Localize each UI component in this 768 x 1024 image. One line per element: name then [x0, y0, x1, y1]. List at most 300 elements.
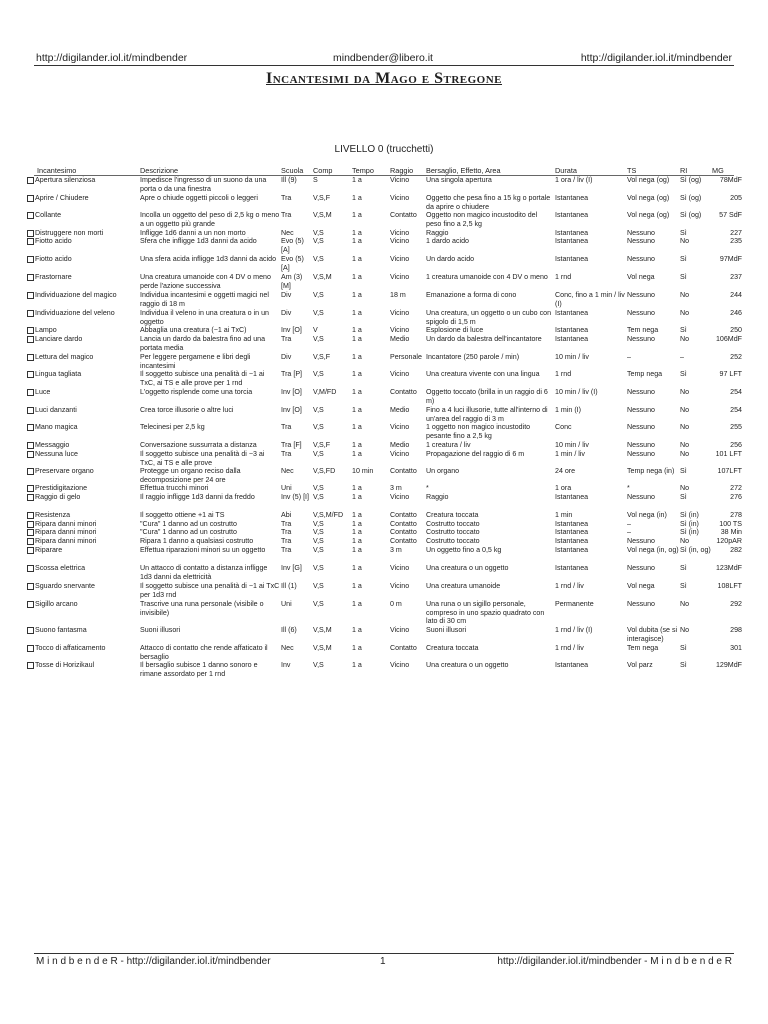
- cell-duration: Istantanea: [555, 326, 589, 334]
- cell-sr: No: [680, 537, 690, 545]
- cell-duration: 10 min / liv: [555, 441, 589, 449]
- cell-components: V,S: [313, 450, 324, 458]
- cell-sr: Sì: [680, 661, 687, 669]
- cell-time: 10 min: [352, 467, 374, 475]
- cell-description: Il soggetto subisce una penalità di −3 ai TxC, ai TS e alle prove: [140, 450, 265, 467]
- cell-duration: 10 min / liv: [555, 353, 589, 361]
- page-title: Incantesimi da Mago e Stregone: [265, 70, 503, 87]
- cell-description: Impedisce l'ingresso di un suono da una porta o da una finestra: [140, 176, 267, 193]
- cell-school: Inv [O]: [281, 406, 302, 414]
- cell-duration: Permanente: [555, 600, 594, 608]
- cell-target: Emanazione a forma di cono: [426, 291, 517, 299]
- cell-school: Tra: [281, 528, 292, 536]
- cell-components: V,S,FD: [313, 467, 336, 475]
- column-header-components: Comp: [313, 166, 333, 175]
- cell-components: V,M/FD: [313, 388, 337, 396]
- cell-sr: No: [680, 335, 690, 343]
- cell-components: V,S: [313, 335, 324, 343]
- cell-save: Nessuno: [627, 600, 655, 608]
- cell-sr: Sì (in): [680, 511, 699, 519]
- cell-duration: 1 min (I): [555, 406, 582, 414]
- page-number: 1: [380, 956, 386, 967]
- cell-target: 1 dardo acido: [426, 237, 469, 245]
- cell-duration: 1 rnd / liv (I): [555, 626, 593, 634]
- cell-time: 1 a: [352, 626, 362, 634]
- cell-duration: 1 min / liv: [555, 450, 585, 458]
- cell-source: 106MdF: [715, 335, 742, 343]
- cell-components: V,S: [313, 600, 324, 608]
- cell-target: Costrutto toccato: [426, 528, 480, 536]
- cell-range: Vicino: [390, 309, 410, 317]
- row-checkbox[interactable]: [27, 327, 34, 334]
- cell-school: Tra: [281, 546, 292, 554]
- cell-description: Sfera che infligge 1d3 danni da acido: [140, 237, 257, 245]
- cell-duration: Istantanea: [555, 211, 589, 219]
- cell-time: 1 a: [352, 229, 362, 237]
- row-checkbox[interactable]: [27, 256, 34, 263]
- cell-duration: 1 rnd: [555, 273, 572, 281]
- row-checkbox[interactable]: [27, 212, 34, 219]
- cell-time: 1 a: [352, 326, 362, 334]
- cell-range: Contatto: [390, 520, 417, 528]
- cell-time: 1 a: [352, 537, 362, 545]
- cell-save: Vol nega (og): [627, 176, 670, 184]
- row-checkbox[interactable]: [27, 442, 34, 449]
- cell-source: 250: [730, 326, 742, 334]
- cell-save: Nessuno: [627, 388, 655, 396]
- cell-components: V,S,M: [313, 273, 332, 281]
- cell-components: V,S: [313, 255, 324, 263]
- cell-range: Vicino: [390, 493, 410, 501]
- cell-source: 97MdF: [719, 255, 742, 263]
- cell-description: Il soggetto ottiene +1 ai TS: [140, 511, 225, 519]
- cell-save: Nessuno: [627, 406, 655, 414]
- cell-description: Una sfera acida infligge 1d3 danni da acido: [140, 255, 277, 263]
- cell-target: Costrutto toccato: [426, 537, 480, 545]
- cell-save: Tem nega: [627, 644, 659, 652]
- cell-time: 1 a: [352, 211, 362, 219]
- footer-left-text: M i n d b e n d e R - http://digilander.iol.it/mindbender: [36, 956, 271, 967]
- cell-sr: Sì: [680, 582, 687, 590]
- cell-name: Nessuna luce: [35, 450, 78, 458]
- row-checkbox[interactable]: [27, 538, 34, 545]
- cell-save: Nessuno: [627, 450, 655, 458]
- cell-duration: 1 rnd / liv: [555, 582, 584, 590]
- cell-name: Individuazione del veleno: [35, 309, 115, 317]
- cell-duration: 10 min / liv (I): [555, 388, 598, 396]
- cell-name: Lingua tagliata: [35, 370, 82, 378]
- level-heading: LIVELLO 0 (trucchetti): [334, 144, 434, 155]
- cell-save: *: [627, 484, 630, 492]
- cell-save: Nessuno: [627, 564, 655, 572]
- cell-time: 1 a: [352, 450, 362, 458]
- header-right-link[interactable]: http://digilander.iol.it/mindbender: [580, 52, 732, 64]
- cell-description: Abbaglia una creatura (−1 ai TxC): [140, 326, 247, 334]
- cell-components: V,S: [313, 423, 324, 431]
- column-header-description: Descrizione: [140, 166, 179, 175]
- cell-range: Contatto: [390, 388, 417, 396]
- cell-duration: Istantanea: [555, 537, 589, 545]
- cell-target: Oggetto toccato (brilla in un raggio di 6 m): [426, 388, 548, 405]
- cell-target: Propagazione del raggio di 6 m: [426, 450, 525, 458]
- cell-school: Div: [281, 309, 292, 317]
- cell-duration: Istantanea: [555, 520, 589, 528]
- cell-school: Inv [G]: [281, 564, 302, 572]
- cell-components: V,S,F: [313, 194, 331, 202]
- cell-range: Contatto: [390, 537, 417, 545]
- cell-source: 254: [730, 406, 742, 414]
- cell-save: Temp nega: [627, 370, 663, 378]
- cell-sr: No: [680, 484, 690, 492]
- column-header-sr: RI: [680, 166, 688, 175]
- cell-save: –: [627, 353, 631, 361]
- cell-range: Personale: [390, 353, 422, 361]
- cell-time: 1 a: [352, 406, 362, 414]
- cell-description: Il bersaglio subisce 1 danno sonoro e rimane assordato per 1 rnd: [140, 661, 258, 678]
- cell-duration: 1 min: [555, 511, 573, 519]
- cell-name: Tosse di Horizikaul: [35, 661, 95, 669]
- row-checkbox[interactable]: [27, 354, 34, 361]
- cell-sr: Sì: [680, 273, 687, 281]
- cell-save: Vol nega: [627, 582, 655, 590]
- cell-name: Apertura silenziosa: [35, 176, 96, 184]
- row-checkbox[interactable]: [27, 512, 34, 519]
- cell-range: 18 m: [390, 291, 406, 299]
- cell-components: V,S: [313, 582, 324, 590]
- cell-name: Lanciare dardo: [35, 335, 83, 343]
- cell-save: Nessuno: [627, 493, 655, 501]
- cell-save: Vol dubita (se si interagisce): [627, 626, 678, 643]
- row-checkbox[interactable]: [27, 195, 34, 202]
- cell-description: Effettua trucchi minori: [140, 484, 209, 492]
- cell-time: 1 a: [352, 520, 362, 528]
- cell-components: V,S,M: [313, 626, 332, 634]
- column-header-range: Raggio: [390, 166, 414, 175]
- cell-target: Una creatura vivente con una lingua: [426, 370, 540, 378]
- cell-duration: Istantanea: [555, 528, 589, 536]
- cell-target: *: [426, 484, 429, 492]
- cell-save: Temp nega (in): [627, 467, 675, 475]
- cell-duration: Istantanea: [555, 255, 589, 263]
- cell-duration: Istantanea: [555, 309, 589, 317]
- cell-save: Tem nega: [627, 326, 659, 334]
- row-checkbox[interactable]: [27, 238, 34, 245]
- cell-description: Ripara 1 danno a qualsiasi costrutto: [140, 537, 254, 545]
- cell-description: Attacco di contatto che rende affaticato il bersaglio: [140, 644, 268, 661]
- cell-save: Nessuno: [627, 537, 655, 545]
- cell-duration: Istantanea: [555, 546, 589, 554]
- cell-school: Div: [281, 291, 292, 299]
- cell-school: Nec: [281, 229, 294, 237]
- cell-description: Lancia un dardo da balestra fino ad una portata media: [140, 335, 266, 352]
- cell-range: Contatto: [390, 511, 417, 519]
- cell-school: Tra [F]: [281, 441, 302, 449]
- row-checkbox[interactable]: [27, 177, 34, 184]
- row-checkbox[interactable]: [27, 468, 34, 475]
- cell-school: Evo (5) [A]: [281, 237, 304, 254]
- row-checkbox[interactable]: [27, 310, 34, 317]
- row-checkbox[interactable]: [27, 292, 34, 299]
- cell-name: Raggio di gelo: [35, 493, 81, 501]
- cell-source: 255: [730, 423, 742, 431]
- cell-description: Protegge un organo reciso dalla decomposizione per 24 ore: [140, 467, 241, 484]
- cell-sr: Sì: [680, 255, 687, 263]
- cell-duration: Conc: [555, 423, 572, 431]
- cell-range: Medio: [390, 335, 410, 343]
- cell-range: Vicino: [390, 229, 410, 237]
- cell-components: V,S: [313, 237, 324, 245]
- cell-target: 1 oggetto non magico incustodito pesante fino a 2,5 kg: [426, 423, 531, 440]
- row-checkbox[interactable]: [27, 601, 34, 608]
- cell-target: Fino a 4 luci illusorie, tutte all'interno di un'area del raggio di 3 m: [426, 406, 548, 423]
- cell-sr: Sì: [680, 493, 687, 501]
- cell-save: Nessuno: [627, 309, 655, 317]
- cell-components: V,S,F: [313, 353, 331, 361]
- cell-sr: Sì: [680, 467, 687, 475]
- cell-name: Riparare: [35, 546, 63, 554]
- row-checkbox[interactable]: [27, 547, 34, 554]
- cell-school: Am (3) [M]: [281, 273, 303, 290]
- cell-time: 1 a: [352, 423, 362, 431]
- cell-duration: Conc, fino a 1 min / liv (I): [555, 291, 625, 308]
- cell-range: Vicino: [390, 176, 410, 184]
- cell-source: 108LFT: [717, 582, 742, 590]
- cell-name: Ripara danni minori: [35, 537, 97, 545]
- cell-school: Tra [P]: [281, 370, 303, 378]
- cell-components: V,S: [313, 564, 324, 572]
- row-checkbox[interactable]: [27, 424, 34, 431]
- cell-description: L'oggetto risplende come una torcia: [140, 388, 253, 396]
- row-checkbox[interactable]: [27, 336, 34, 343]
- cell-range: Vicino: [390, 194, 410, 202]
- cell-time: 1 a: [352, 194, 362, 202]
- cell-school: Tra: [281, 194, 292, 202]
- cell-sr: No: [680, 309, 690, 317]
- cell-description: "Cura" 1 danno ad un costrutto: [140, 520, 237, 528]
- cell-components: V,S: [313, 537, 324, 545]
- cell-time: 1 a: [352, 564, 362, 572]
- cell-name: Messaggio: [35, 441, 70, 449]
- cell-source: 205: [730, 194, 742, 202]
- cell-save: Nessuno: [627, 255, 655, 263]
- cell-range: Medio: [390, 406, 410, 414]
- cell-target: Un dardo da balestra dell'incantatore: [426, 335, 542, 343]
- column-header-name: Incantesimo: [37, 166, 77, 175]
- cell-duration: Istantanea: [555, 229, 589, 237]
- header-left-link[interactable]: http://digilander.iol.it/mindbender: [36, 52, 188, 64]
- cell-components: V,S: [313, 546, 324, 554]
- cell-description: Conversazione sussurrata a distanza: [140, 441, 257, 449]
- cell-sr: No: [680, 423, 690, 431]
- cell-school: Ill (9): [281, 176, 297, 184]
- column-header-source: MG: [712, 166, 724, 175]
- row-checkbox[interactable]: [27, 485, 34, 492]
- cell-duration: Istantanea: [555, 194, 589, 202]
- cell-components: V,S: [313, 661, 324, 669]
- cell-target: Oggetto che pesa fino a 15 kg o portale da aprire o chiudere: [426, 194, 551, 211]
- cell-range: Vicino: [390, 326, 410, 334]
- cell-name: Tocco di affaticamento: [35, 644, 106, 652]
- cell-description: Suoni illusori: [140, 626, 181, 634]
- cell-source: 237: [730, 273, 742, 281]
- cell-sr: No: [680, 388, 690, 396]
- cell-target: Creatura toccata: [426, 644, 479, 652]
- cell-source: 292: [730, 600, 742, 608]
- cell-duration: 1 ora: [555, 484, 572, 492]
- cell-components: V,S: [313, 493, 324, 501]
- column-header-target: Bersaglio, Effetto, Area: [426, 166, 501, 175]
- cell-range: Vicino: [390, 370, 410, 378]
- row-checkbox[interactable]: [27, 274, 34, 281]
- cell-description: Telecinesi per 2,5 kg: [140, 423, 205, 431]
- cell-sr: –: [680, 353, 684, 361]
- cell-name: Sguardo snervante: [35, 582, 95, 590]
- row-checkbox[interactable]: [27, 627, 34, 634]
- cell-school: Tra: [281, 335, 292, 343]
- cell-source: 97 LFT: [719, 370, 742, 378]
- cell-time: 1 a: [352, 255, 362, 263]
- cell-school: Ill (1): [281, 582, 297, 590]
- cell-sr: No: [680, 450, 690, 458]
- row-checkbox[interactable]: [27, 565, 34, 572]
- cell-duration: 1 ora / liv (I): [555, 176, 593, 184]
- cell-components: V: [313, 326, 318, 334]
- cell-components: S: [313, 176, 318, 184]
- cell-name: Fiotto acido: [35, 255, 72, 263]
- cell-source: 120pAR: [716, 537, 742, 545]
- row-checkbox[interactable]: [27, 371, 34, 378]
- cell-description: Un attacco di contatto a distanza infligge 1d3 danni da elettricità: [140, 564, 268, 581]
- cell-save: Vol nega (og): [627, 194, 670, 202]
- cell-target: 1 creatura / liv: [426, 441, 471, 449]
- row-checkbox[interactable]: [27, 521, 34, 528]
- cell-name: Sigillo arcano: [35, 600, 78, 608]
- cell-target: Incantatore (250 parole / min): [426, 353, 520, 361]
- cell-sr: Sì (og): [680, 211, 702, 219]
- cell-sr: No: [680, 237, 690, 245]
- cell-save: Vol nega: [627, 273, 655, 281]
- cell-sr: Sì: [680, 644, 687, 652]
- cell-range: Vicino: [390, 582, 410, 590]
- cell-source: 123MdF: [715, 564, 742, 572]
- cell-components: V,S: [313, 528, 324, 536]
- cell-target: Suoni illusori: [426, 626, 467, 634]
- cell-duration: Istantanea: [555, 335, 589, 343]
- cell-name: Resistenza: [35, 511, 71, 519]
- cell-save: Vol nega (in): [627, 511, 667, 519]
- cell-name: Ripara danni minori: [35, 520, 97, 528]
- cell-sr: Sì: [680, 564, 687, 572]
- cell-time: 1 a: [352, 237, 362, 245]
- cell-school: Inv: [281, 661, 291, 669]
- cell-description: Trascrive una runa personale (visibile o invisibile): [140, 600, 264, 617]
- column-header-school: Scuola: [281, 166, 304, 175]
- cell-time: 1 a: [352, 176, 362, 184]
- header-email[interactable]: mindbender@libero.it: [333, 52, 433, 64]
- cell-school: Tra: [281, 520, 292, 528]
- cell-range: 3 m: [390, 484, 402, 492]
- cell-target: Una creatura, un oggetto o un cubo con spigolo di 1,5 m: [426, 309, 552, 326]
- cell-description: Incolla un oggetto del peso di 2,5 kg o meno a un oggetto più grande: [140, 211, 280, 228]
- cell-time: 1 a: [352, 511, 362, 519]
- cell-save: Vol nega (og): [627, 211, 670, 219]
- cell-duration: Istantanea: [555, 237, 589, 245]
- cell-duration: 24 ore: [555, 467, 576, 475]
- cell-duration: 1 rnd / liv: [555, 644, 584, 652]
- cell-school: Tra: [281, 423, 292, 431]
- cell-save: Nessuno: [627, 291, 655, 299]
- footer-right-text: http://digilander.iol.it/mindbender - M i n d b e n d e R: [497, 956, 732, 967]
- cell-name: Collante: [35, 211, 62, 219]
- cell-duration: Istantanea: [555, 493, 589, 501]
- row-checkbox[interactable]: [27, 407, 34, 414]
- row-checkbox[interactable]: [27, 230, 34, 237]
- cell-range: Vicino: [390, 661, 410, 669]
- cell-time: 1 a: [352, 600, 362, 608]
- cell-sr: Sì: [680, 370, 687, 378]
- cell-source: 278: [730, 511, 742, 519]
- cell-time: 1 a: [352, 370, 362, 378]
- cell-source: 244: [730, 291, 742, 299]
- row-checkbox[interactable]: [27, 529, 34, 536]
- cell-name: Mano magica: [35, 423, 78, 431]
- row-checkbox[interactable]: [27, 451, 34, 458]
- cell-name: Aprire / Chiudere: [35, 194, 89, 202]
- cell-source: 78MdF: [719, 176, 742, 184]
- cell-target: Una singola apertura: [426, 176, 492, 184]
- cell-save: –: [627, 528, 631, 536]
- cell-time: 1 a: [352, 273, 362, 281]
- cell-description: Crea torce illusorie o altre luci: [140, 406, 234, 414]
- cell-description: Effettua riparazioni minori su un oggetto: [140, 546, 266, 554]
- cell-sr: Sì (in): [680, 528, 699, 536]
- row-checkbox[interactable]: [27, 645, 34, 652]
- row-checkbox[interactable]: [27, 583, 34, 590]
- header-rule: [34, 65, 734, 66]
- cell-time: 1 a: [352, 546, 362, 554]
- cell-sr: Sì: [680, 229, 687, 237]
- cell-description: "Cura" 1 danno ad un costrutto: [140, 528, 237, 536]
- cell-range: Vicino: [390, 423, 410, 431]
- cell-target: 1 creatura umanoide con 4 DV o meno: [426, 273, 548, 281]
- row-checkbox[interactable]: [27, 494, 34, 501]
- cell-range: Vicino: [390, 255, 410, 263]
- cell-school: Uni: [281, 600, 292, 608]
- cell-description: Per leggere pergamene e libri degli incantesimi: [140, 353, 251, 370]
- cell-components: V,S,M: [313, 211, 332, 219]
- cell-school: Nec: [281, 467, 294, 475]
- row-checkbox[interactable]: [27, 662, 34, 669]
- cell-time: 1 a: [352, 493, 362, 501]
- cell-save: –: [627, 520, 631, 528]
- cell-components: V,S: [313, 406, 324, 414]
- cell-time: 1 a: [352, 291, 362, 299]
- cell-description: Una creatura umanoide con 4 DV o meno perde l'azione successiva: [140, 273, 271, 290]
- row-checkbox[interactable]: [27, 389, 34, 396]
- cell-school: Inv [O]: [281, 326, 302, 334]
- cell-components: V,S: [313, 291, 324, 299]
- cell-target: Un dardo acido: [426, 255, 475, 263]
- cell-target: Costrutto toccato: [426, 520, 480, 528]
- cell-source: 298: [730, 626, 742, 634]
- cell-time: 1 a: [352, 661, 362, 669]
- cell-save: Vol nega (in, og): [627, 546, 679, 554]
- cell-name: Individuazione del magico: [35, 291, 117, 299]
- cell-school: Inv (5) [I]: [281, 493, 309, 501]
- cell-save: Nessuno: [627, 441, 655, 449]
- cell-components: V,S: [313, 309, 324, 317]
- cell-school: Evo (5) [A]: [281, 255, 304, 272]
